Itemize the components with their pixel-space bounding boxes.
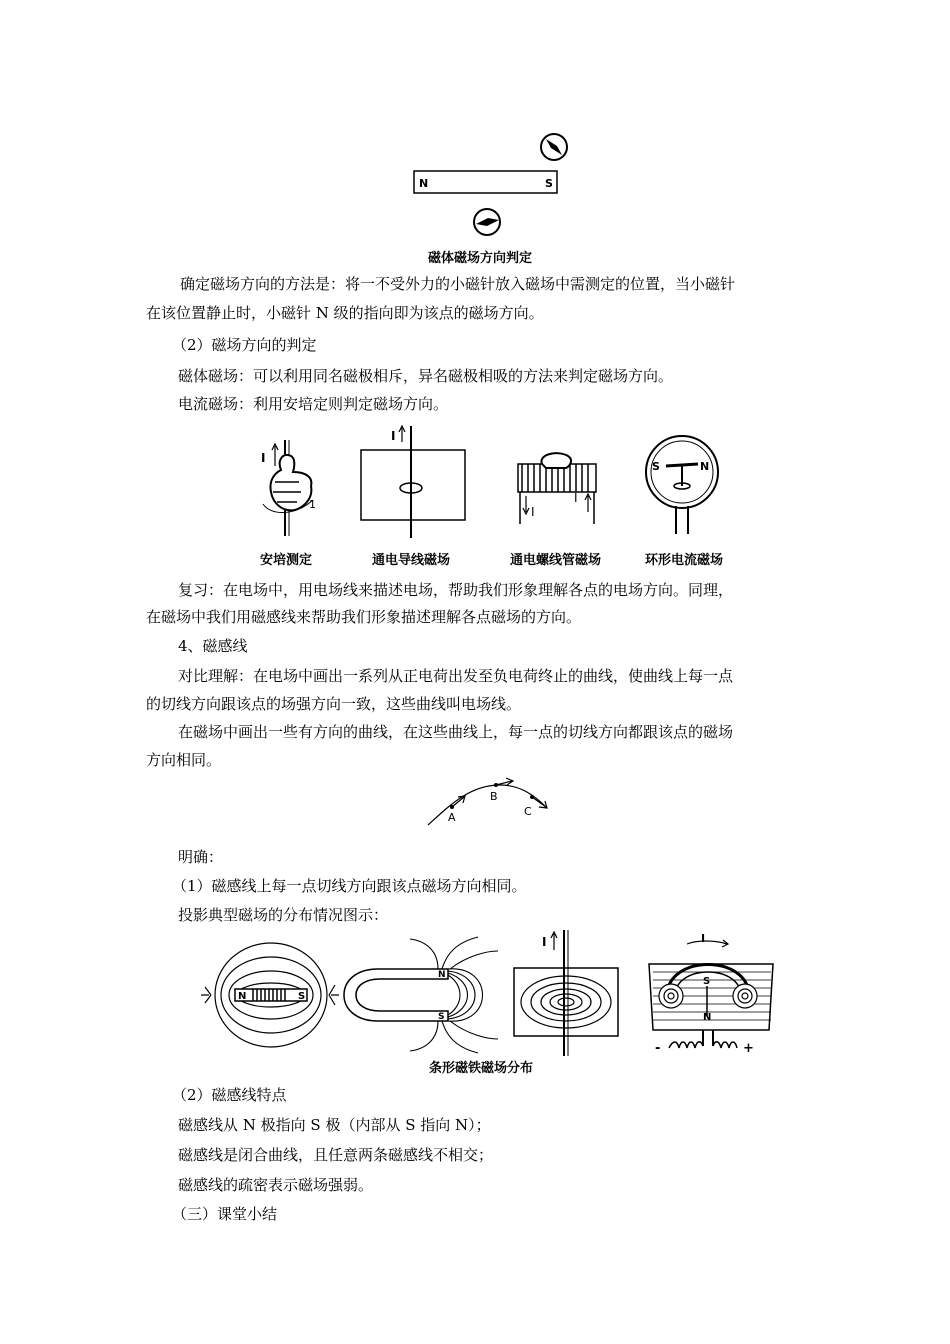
straight-wire-diagram [355,420,470,540]
ring-current-diagram [638,430,728,540]
horseshoe-magnet-field-diagram [338,935,498,1055]
solenoid-diagram [510,450,610,530]
feature-3: 磁感线的疏密表示磁场强弱。 [178,1176,374,1194]
ring-field-i-label: I [701,932,706,945]
magnet-field-text: 磁体磁场：可以利用同名磁极相斥，异名磁极相吸的方法来判定磁场方向。 [178,367,674,385]
horseshoe-n-label: N [438,970,446,980]
bar-field-s-label: S [298,991,306,1002]
caption-solenoid: 通电螺线管磁场 [510,553,602,568]
solenoid-i-left: I [531,505,535,519]
heading-2: （2）磁场方向的判定 [172,336,317,354]
caption-wire: 通电导线磁场 [372,553,451,568]
p1-line1: 确定磁场方向的方法是：将一不受外力的小磁针放入磁场中需测定的位置，当小磁针 [180,275,736,293]
point-b-label: B [490,790,498,803]
minus-terminal-label: - [655,1041,661,1056]
magnet-s-label: S [545,177,553,190]
heading-4: 4、磁感线 [178,637,248,655]
svg-text:1: 1 [309,498,316,511]
horseshoe-s-label: S [438,1012,445,1022]
ring-field-n-label: N [703,1012,712,1023]
projection-text: 投影典型磁场的分布情况图示： [178,906,389,924]
wire-field-i-label: I [542,935,547,949]
bar-magnet-field-diagram [205,935,335,1055]
bar-field-n-label: N [238,991,247,1002]
solenoid-i-right: I [574,491,578,505]
review-line1: 复习：在电场中，用电场线来描述电场，帮助我们形象理解各点的电场方向。同理， [178,581,734,599]
caption-ring: 环形电流磁场 [645,553,724,568]
ring-field-s-label: S [703,976,711,987]
ampere-rule-diagram [255,430,335,540]
feature-2: 磁感线是闭合曲线，且任意两条磁感线不相交； [178,1146,494,1164]
p1-line2: 在该位置静止时，小磁针 N 级的指向即为该点的磁场方向。 [146,304,544,322]
compare-line2: 的切线方向跟该点的场强方向一致，这些曲线叫电场线。 [146,695,522,713]
figure1-caption: 磁体磁场方向判定 [428,251,533,266]
current-i-label: I [261,451,266,465]
ring-s-label: S [652,460,660,473]
item-1: （1）磁感线上每一点切线方向跟该点磁场方向相同。 [172,877,527,895]
review-line2: 在磁场中我们用磁感线来帮助我们形象描述理解各点磁场的方向。 [146,608,582,626]
plus-terminal-label: + [743,1041,754,1056]
bar-magnet [414,171,557,193]
wire-i-label: I [391,429,396,443]
caption-ampere: 安培测定 [260,553,313,568]
magnet-n-label: N [419,177,429,190]
clear-label: 明确： [178,848,224,866]
compare-line1: 对比理解：在电场中画出一系列从正电荷出发至负电荷终止的曲线，使曲线上每一点 [178,667,734,685]
ring-field-diagram [645,930,780,1060]
heading-2b: （2）磁感线特点 [172,1086,287,1104]
mag-line1: 在磁场中画出一些有方向的曲线，在这些曲线上，每一点的切线方向都跟该点的磁场 [178,723,734,741]
compass-top-icon [541,134,567,160]
mag-line2: 方向相同。 [146,751,222,769]
ring-n-label: N [700,460,710,473]
figure4-caption: 条形磁铁磁场分布 [429,1061,534,1076]
point-a-label: A [448,811,456,824]
heading-3: （三）课堂小结 [172,1205,278,1223]
compass-bottom-icon [474,209,500,235]
current-field-text: 电流磁场：利用安培定则判定磁场方向。 [178,395,449,413]
feature-1: 磁感线从 N 极指向 S 极（内部从 S 指向 N）； [178,1116,491,1134]
wire-field-diagram [508,928,628,1058]
bar-magnet-figure [400,128,580,238]
point-c-label: C [524,805,532,818]
tangent-curve-diagram [420,775,560,830]
